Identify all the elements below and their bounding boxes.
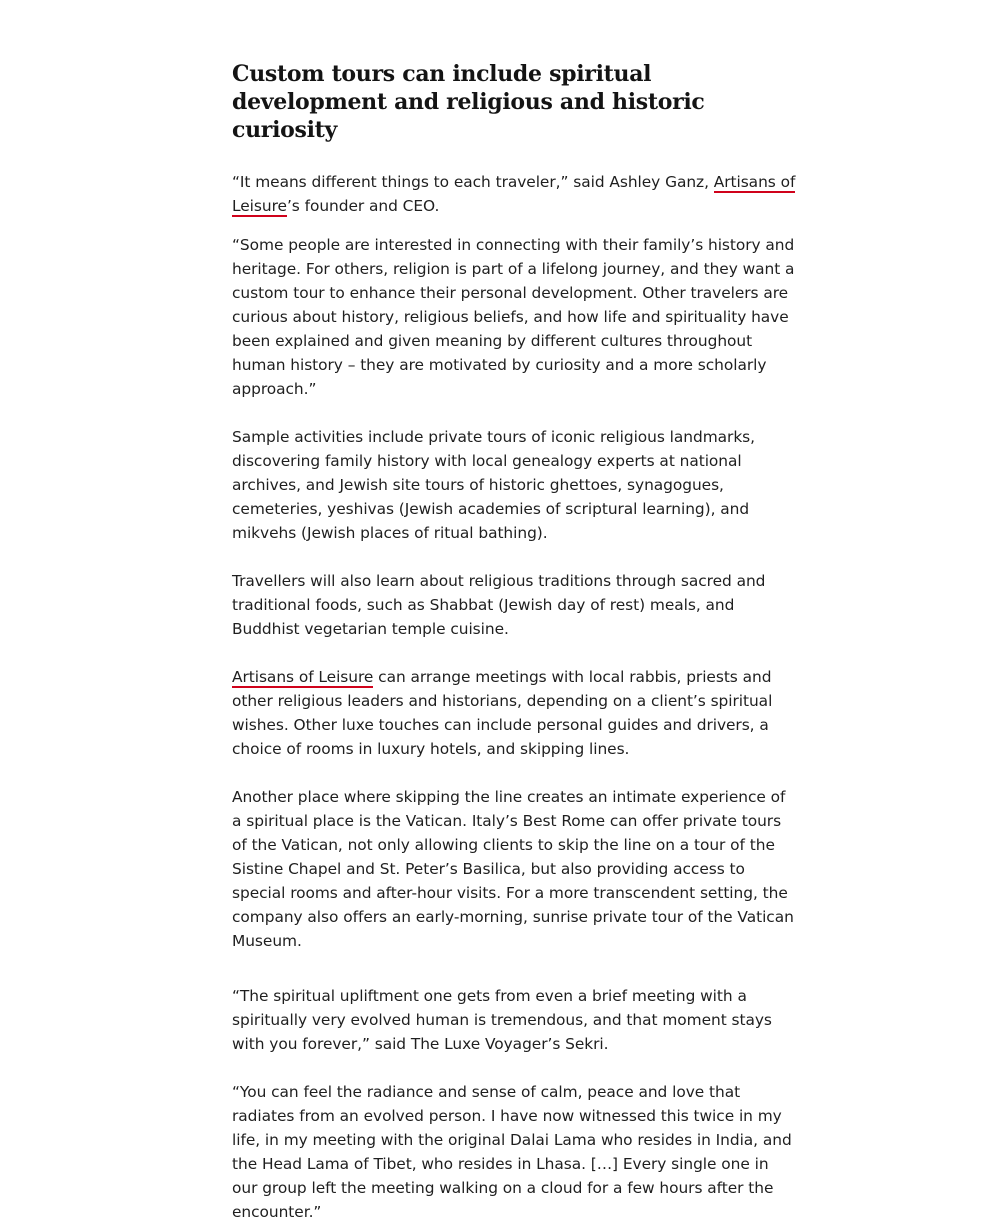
paragraph-text: “It means different things to each traveler,” said Ashley Ganz, xyxy=(232,173,714,191)
article-body xyxy=(232,60,798,1224)
paragraph-meetings xyxy=(232,665,798,761)
artisans-of-leisure-link[interactable]: Artisans of Leisure xyxy=(232,668,374,686)
paragraph-vatican: Another place where skipping the line creates an intimate experience of a spiritual place is the Vatican. Italy’s Best Rome can offer private tours of the Vatican, not only allowing clients to skip the line on a tour of the Sistine Chapel and St. Peter’s Basilica, but also providing access to special rooms and after-hour visits. For a more transcendent setting, the company also offers an early-morning, sunrise private tour of the Vatican Museum. xyxy=(232,788,794,950)
section-heading: Custom tours can include spiritual development and religious and historic curiosity xyxy=(232,61,705,143)
paragraph-text: ’s founder and CEO. xyxy=(286,197,440,215)
paragraph-text: can arrange meetings with local rabbis, priests and other religious leaders and historians, depending on a client’s spiritual wishes. Other luxe touches can include personal guides and drivers, a choice of rooms in luxury hotels, and skipping lines. xyxy=(232,668,773,758)
paragraph-sacred-foods: Travellers will also learn about religious traditions through sacred and traditional foods, such as Shabbat (Jewish day of rest) meals, and Buddhist vegetarian temple cuisine. xyxy=(232,572,766,638)
artisans-of-leisure-link[interactable]: Artisans of Leisure xyxy=(232,173,796,215)
paragraph-motivations: “Some people are interested in connecting with their family’s history and heritage. For others, religion is part of a lifelong journey, and they want a custom tour to enhance their personal development. Other travelers are curious about history, religious beliefs, and how life and spirituality have been explained and given meaning by different cultures throughout human history – they are motivated by curiosity and a more scholarly approach.” xyxy=(232,236,795,398)
paragraph-dalai-lama: “You can feel the radiance and sense of calm, peace and love that radiates from an evolved person. I have now witnessed this twice in my life, in my meeting with the original Dalai Lama who resides in India, and the Head Lama of Tibet, who resides in Lhasa. […] Every single one in our group left the meeting walking on a cloud for a few hours after the encounter.” xyxy=(232,1083,792,1221)
paragraph-ganz-quote xyxy=(232,170,798,218)
paragraph-sample-activities: Sample activities include private tours of iconic religious landmarks, discovering family history with local genealogy experts at national archives, and Jewish site tours of historic ghettoes, synagogues, cemeteries, yeshivas (Jewish academies of scriptural learning), and mikvehs (Jewish places of ritual bathing). xyxy=(232,428,755,542)
paragraph-sekri-quote: “The spiritual upliftment one gets from even a brief meeting with a spiritually very evolved human is tremendous, and that moment stays with you forever,” said The Luxe Voyager’s Sekri. xyxy=(232,987,772,1053)
